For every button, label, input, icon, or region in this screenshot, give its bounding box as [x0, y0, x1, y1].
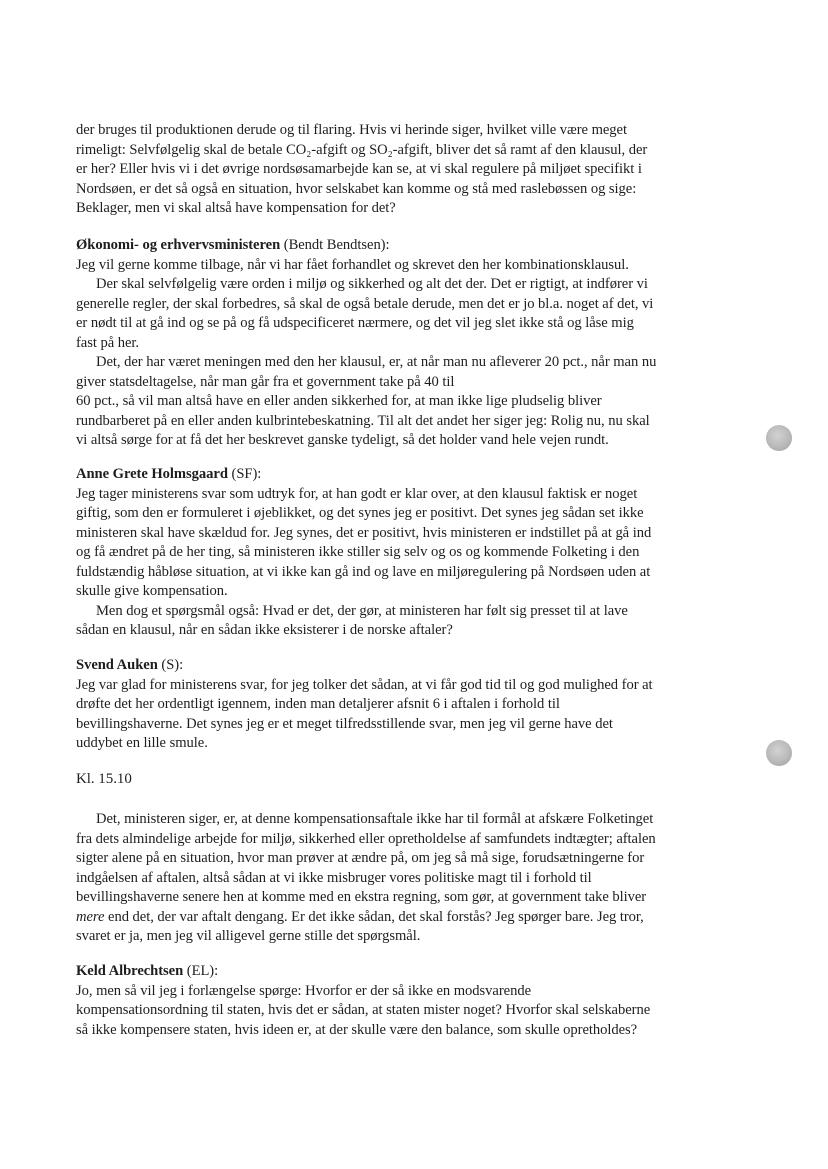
speaker-name: Keld Albrechtsen — [76, 963, 184, 979]
timestamp — [76, 770, 758, 790]
speech-holmsgaard — [76, 465, 758, 641]
text-line: Jo, men så vil jeg i forlængelse spørge: Hvorfor er der så ikke en modsvarende — [76, 982, 532, 999]
text-line: rimeligt: Selvfølgelig skal de betale CO₂-afgift og SO₂-afgift, bliver det så ramt af den klausul, der — [76, 141, 648, 158]
text-line: Det, der har været meningen med den her klausul, er, at når man nu afleverer 20 pct., når man nu — [96, 354, 657, 370]
text-line: sigter alene på en situation, hvor man prøver at ændre på, om jeg så må sige, forudsætningerne for — [76, 850, 645, 866]
text-line: drøfte det her ordentligt igennem, inden man detaljerer afsnit 6 i aftalen i forhold til — [76, 696, 560, 712]
text-fragment: end det, der var aftalt dengang. Er det ikke sådan, det skal forstås? Jeg spørger bare. Jeg tror, — [104, 908, 644, 925]
text-line: 60 pct., så vil man altså have en eller anden sikkerhed for, at man ikke lige pludselig bliver — [76, 393, 602, 409]
text-line: kompensationsordning til staten, hvis det er sådan, at staten mister noget? Hvorfor skal selskaberne — [76, 1002, 651, 1018]
speaker-heading — [76, 236, 758, 256]
text-line: Det, ministeren siger, er, at denne kompensationsaftale ikke har til formål at afskære Folketinget — [96, 811, 654, 827]
text-line: Men dog et spørgsmål også: Hvad er det, der gør, at ministeren har følt sig presset til at lave — [96, 602, 628, 619]
text-line: uddybet en lille smule. — [76, 735, 208, 751]
speaker-name: Svend Auken — [76, 657, 158, 673]
speech-minister — [76, 236, 758, 451]
speaker-name: Økonomi- og erhvervsministeren — [76, 237, 281, 253]
speech-albrechtsen — [76, 962, 758, 1040]
text-line: Jeg tager ministerens svar som udtryk for, at han godt er klar over, at den klausul faktisk er noget — [76, 485, 638, 502]
text-line: Nordsøen, er det så også en situation, hvor selskabet kan komme og stå med raslebøssen og sige: — [76, 180, 637, 197]
text-line: fra dets almindelige arbejde for miljø, sikkerhed eller opretholdelse af samfundets indtægter; aftalen — [76, 830, 656, 847]
text-line: generelle regler, der skal forbedres, så skal de også betale derude, men det er jo bl.a. noget af det, vi — [76, 295, 654, 312]
text-line: vi altså sørge for at få det her beskrevet ganske tydeligt, så det holder vand hele vejen rundt. — [76, 432, 609, 448]
text-line: giver statsdeltagelse, når man går fra et government take på 40 til — [76, 373, 455, 390]
text-line: er her? Eller hvis vi i det øvrige nordsøsamarbejde kan se, at vi skal regulere på miljøet specifikt i — [76, 161, 642, 177]
speaker-name: Anne Grete Holmsgaard — [76, 466, 228, 482]
text-line: så ikke kompensere staten, hvis ideen er, at der skulle være den balance, som skulle opretholdes? — [76, 1021, 638, 1038]
speaker-party: (Bendt Bendtsen): — [280, 237, 390, 253]
text-line: der bruges til produktionen derude og til flaring. Hvis vi herinde siger, hvilket ville være meget — [76, 122, 627, 138]
paragraph-auken-continued — [76, 810, 758, 947]
text-line: Jeg var glad for ministerens svar, for jeg tolker det sådan, at vi får god tid til og god mulighed for at — [76, 676, 653, 693]
text-line: sådan en klausul, når en sådan ikke eksisterer i de norske aftaler? — [76, 622, 453, 638]
text-line: svaret er ja, men jeg vil alligevel gerne stille det spørgsmål. — [76, 928, 421, 944]
text-line: fast på her. — [76, 334, 140, 351]
text-line: Der skal selvfølgelig være orden i miljø og sikkerhed og alt det der. Det er rigtigt, at indfører vi — [96, 276, 648, 292]
text-line: skulle give kompensation. — [76, 583, 228, 599]
emphasis-word: mere — [76, 908, 105, 925]
speaker-heading — [76, 962, 758, 982]
text-line: indgåelsen af aftalen, altså sådan at vi ikke misbruger vores politiske magt til i forhold til — [76, 869, 592, 886]
speaker-heading — [76, 465, 758, 485]
speech-auken — [76, 656, 758, 754]
text-line: rundbarberet på en eller anden kulbrintebeskatning. Til alt det andet her siger jeg: Rolig nu, nu skal — [76, 412, 650, 429]
text-line: Jeg vil gerne komme tilbage, når vi har fået forhandlet og skrevet den her kombinationsklausul. — [76, 256, 629, 273]
text-line — [76, 908, 758, 928]
text-line: bevillingshaverne. Det synes jeg er et meget tilfredsstillende svar, men jeg vil gerne have det — [76, 715, 613, 732]
punch-hole-icon — [766, 425, 792, 451]
text-line: Beklager, men vi skal altså have kompensation for det? — [76, 200, 396, 216]
text-line: fuldstændig håbløse situation, at vi ikke kan gå ind og lave en miljøregulering på Nordsøen uden at — [76, 563, 651, 580]
text-line: giftig, som den er formuleret i øjeblikket, og det synes jeg er positivt. Det synes jeg sådan set ikke — [76, 505, 644, 521]
speaker-party: (EL): — [183, 963, 219, 979]
text-line: bevillingshaverne senere hen at komme med en ekstra regning, som gør, at government take bliver — [76, 889, 647, 905]
text-line: ministeren skal have skældud for. Jeg synes, det er positivt, hvis ministeren er indstillet på at gå ind — [76, 524, 652, 541]
text-line: er nødt til at gå ind og se på og få udspecificeret nærmere, og det vil jeg slet ikke stå og låse mig — [76, 315, 634, 331]
speaker-heading — [76, 656, 758, 676]
text-line: og få ændret på de her ting, så ministeren ikke stiller sig selv og os og kommende Folketing i den — [76, 544, 640, 560]
speaker-party: (S): — [157, 657, 184, 673]
timestamp-text: Kl. 15.10 — [76, 771, 132, 787]
paragraph-intro — [76, 121, 758, 219]
punch-hole-icon — [766, 740, 792, 766]
speaker-party: (SF): — [227, 466, 262, 482]
